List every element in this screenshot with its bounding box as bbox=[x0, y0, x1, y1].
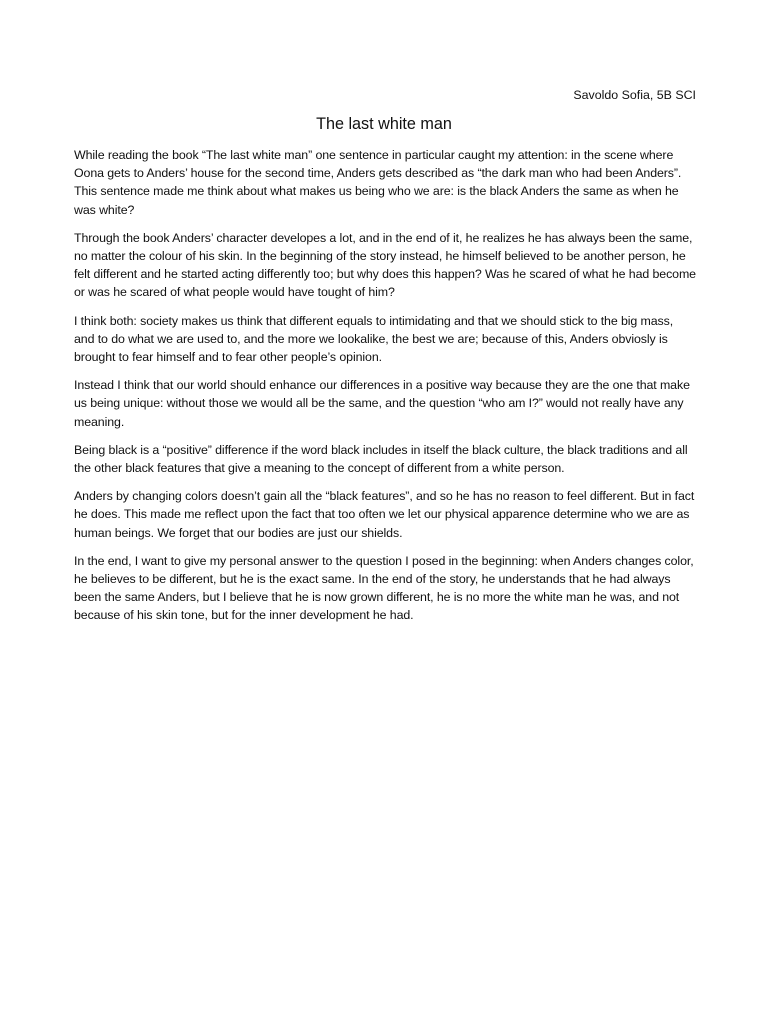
author-line: Savoldo Sofia, 5B SCI bbox=[573, 88, 696, 102]
paragraph: Through the book Anders’ character developes a lot, and in the end of it, he realizes he has always been the same, no matter the colour of his skin. In the beginning of the story instead, he himself believed to be another person, he felt different and he started acting differently too; but why does this happen? Was he scared of what he had become or was he scared of what people would have tought of him? bbox=[74, 230, 696, 300]
paragraph: Instead I think that our world should enhance our differences in a positive way because they are the one that make us being unique: without those we would all be the same, and the question “who am I?” would not really have any meaning. bbox=[74, 378, 690, 429]
paragraph: Anders by changing colors doesn’t gain all the “black features”, and so he has no reason to feel different. But in fact he does. This made me reflect upon the fact that too often we let our physical apparence determine who we are as human beings. We forget that our bodies are just our shields. bbox=[74, 489, 695, 540]
paragraph: While reading the book “The last white man” one sentence in particular caught my attention: in the scene where Oona gets to Anders’ house for the second time, Anders gets described as “the dark man who had been Anders”. This sentence made me think about what makes us being who we are: is the black Anders the same as when he was white? bbox=[74, 148, 682, 217]
paragraph: I think both: society makes us think that different equals to intimidating and that we should stick to the big mass, and to do what we are used to, and the more we lookalike, the best we are; because of this, Anders obviosly is brought to fear himself and to fear other people’s opinion. bbox=[74, 313, 674, 365]
paragraph: Being black is a “positive” difference if the word black includes in itself the black culture, the black traditions and all the other black features that give a meaning to the concept of different from a white person. bbox=[74, 442, 688, 476]
paragraph: In the end, I want to give my personal answer to the question I posed in the beginning: when Anders changes color, he believes to be different, but he is the exact same. In the end of the story, he understands that he had always been the same Anders, but I believe that he is now grown different, he is no more the white man he was, and not because of his skin tone, but for the inner development he had. bbox=[74, 553, 694, 623]
document-title: The last white man bbox=[316, 115, 452, 133]
document-body bbox=[74, 146, 696, 635]
